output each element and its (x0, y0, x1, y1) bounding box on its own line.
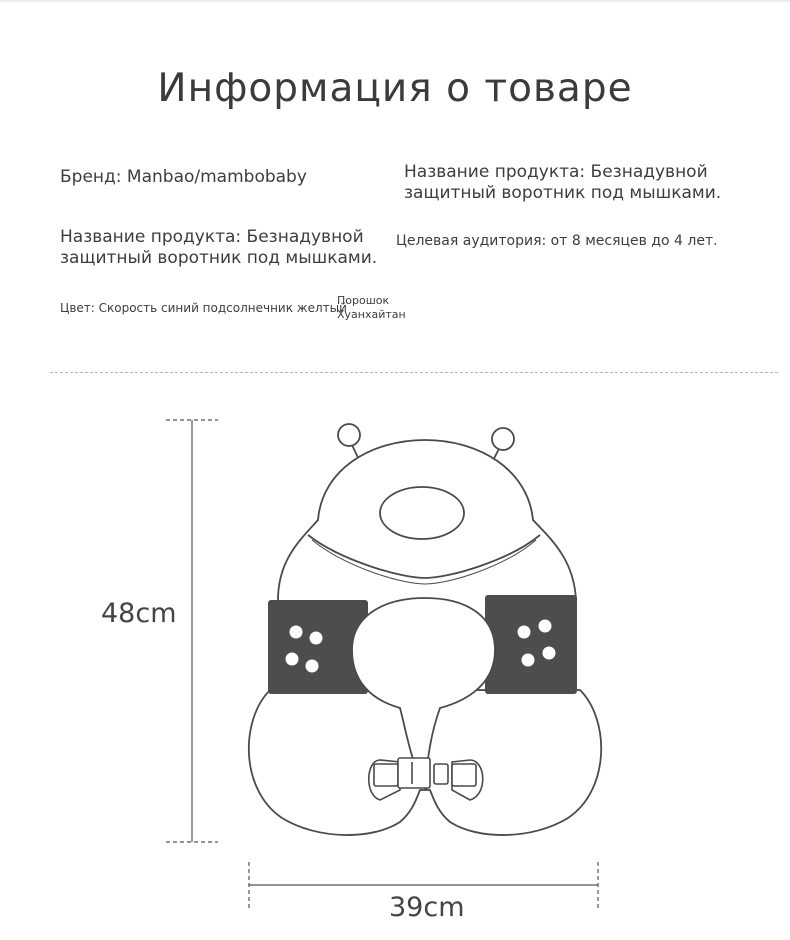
brand-text: Бренд: Manbao/mambobaby (60, 167, 307, 187)
width-label: 39cm (389, 892, 465, 923)
strap-right (485, 595, 577, 694)
height-label: 48cm (101, 598, 177, 629)
antenna-right-ball (492, 428, 514, 450)
page-title: Информация о товаре (157, 66, 633, 111)
product-name-right-line1: Название продукта: Безнадувной (404, 162, 708, 182)
buckle (369, 758, 483, 800)
product-name-right-line2: защитный воротник под мышками. (404, 183, 722, 204)
antenna-left-ball (338, 424, 360, 446)
color-extra-line1: Порошок (337, 294, 390, 307)
top-border (0, 0, 790, 2)
product-name-left (60, 227, 377, 270)
face-oval (380, 487, 464, 539)
target-audience: Целевая аудитория: от 8 месяцев до 4 лет. (396, 233, 718, 249)
color-extra (337, 294, 406, 323)
color-text: Цвет: Скорость синий подсолнечник желтый (60, 301, 347, 315)
dashed-separator (50, 372, 778, 373)
color-extra-line2: Хуанхайтан (337, 308, 406, 322)
product-name-left-line2: защитный воротник под мышками. (60, 248, 378, 269)
product-illustration (0, 400, 790, 940)
product-name-right (404, 162, 721, 205)
product-name-left-line1: Название продукта: Безнадувной (60, 227, 364, 247)
height-dimension-line (166, 420, 218, 842)
